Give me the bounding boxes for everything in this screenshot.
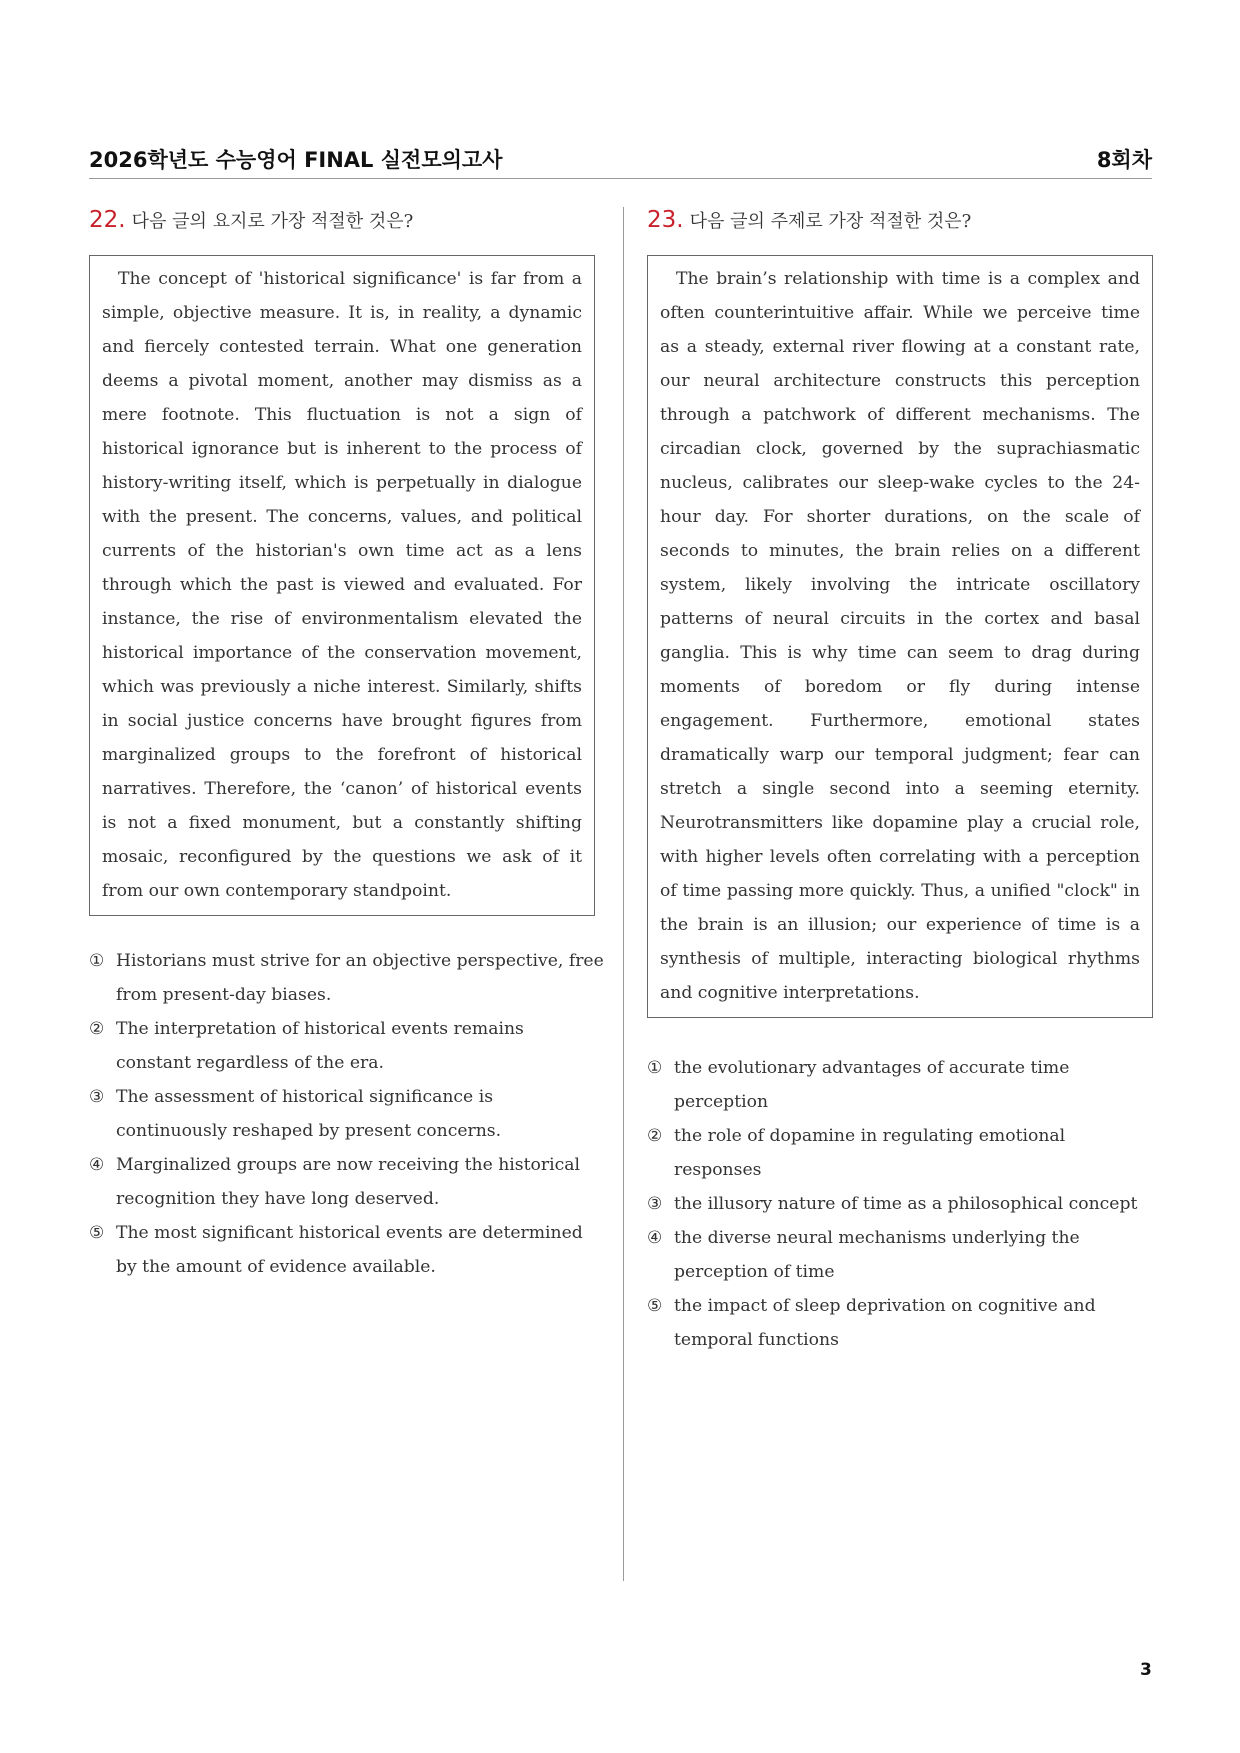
- question-header: [647, 203, 1157, 237]
- passage-box: The brain’s relationship with time is a complex and often counterintuitive affair. While we perceive time as a steady, external river flowing at a constant rate, our neural architecture constructs this perception through a patchwork of different mechanisms. The circadian clock, governed by the suprachiasmatic nucleus, calibrates our sleep-wake cycles to the 24-hour day. For shorter durations, on the scale of seconds to minutes, the brain relies on a different system, likely involving the intricate oscillatory patterns of neural circuits in the cortex and basal ganglia. This is why time can seem to drag during moments of boredom or fly during intense engagement. Furthermore, emotional states dramatically warp our temporal judgment; fear can stretch a single second into a seeming eternity. Neurotransmitters like dopamine play a crucial role, with higher levels often correlating with a perception of time passing more quickly. Thus, a unified "clock" in the brain is an illusion; our experience of time is a synthesis of multiple, interacting biological rhythms and cognitive interpretations.: [647, 255, 1153, 1018]
- choice-4[interactable]: [647, 1221, 1157, 1289]
- choice-text: the illusory nature of time as a philosophical concept: [674, 1194, 1138, 1214]
- choice-marker: ④: [647, 1228, 663, 1248]
- question-22: [89, 203, 604, 1284]
- choice-marker: ③: [647, 1194, 663, 1214]
- choice-text: the evolutionary advantages of accurate time perception: [674, 1058, 1070, 1112]
- choice-marker: ③: [89, 1087, 105, 1107]
- answer-choices: [647, 1051, 1157, 1357]
- choice-text: Historians must strive for an objective perspective, free from present-day biases.: [116, 951, 604, 1005]
- exam-title: 2026학년도 수능영어 FINAL 실전모의고사: [89, 148, 503, 172]
- question-prompt: 다음 글의 주제로 가장 적절한 것은?: [689, 211, 972, 232]
- choice-3[interactable]: [647, 1187, 1157, 1221]
- question-number: 22.: [89, 207, 126, 233]
- choice-text: The assessment of historical significance is continuously reshaped by present concerns.: [116, 1087, 502, 1141]
- choice-text: the impact of sleep deprivation on cognitive and temporal functions: [674, 1296, 1096, 1350]
- answer-choices: [89, 944, 604, 1284]
- choice-marker: ②: [89, 1019, 105, 1039]
- question-23: [647, 203, 1157, 1357]
- question-number: 23.: [647, 207, 684, 233]
- choice-1[interactable]: [647, 1051, 1157, 1119]
- column-divider: [623, 207, 624, 1581]
- choice-text: The interpretation of historical events remains constant regardless of the era.: [116, 1019, 524, 1073]
- choice-marker: ⑤: [89, 1223, 105, 1243]
- choice-1[interactable]: [89, 944, 604, 1012]
- choice-text: Marginalized groups are now receiving the historical recognition they have long deserved.: [116, 1155, 580, 1209]
- choice-5[interactable]: [647, 1289, 1157, 1357]
- choice-3[interactable]: [89, 1080, 604, 1148]
- choice-4[interactable]: [89, 1148, 604, 1216]
- question-prompt: 다음 글의 요지로 가장 적절한 것은?: [131, 211, 414, 232]
- choice-marker: ②: [647, 1126, 663, 1146]
- choice-marker: ①: [89, 951, 105, 971]
- choice-5[interactable]: [89, 1216, 604, 1284]
- exam-round: 8회차: [1096, 148, 1152, 172]
- choice-text: the diverse neural mechanisms underlying the perception of time: [674, 1228, 1080, 1282]
- page-number: 3: [1140, 1660, 1152, 1680]
- choice-marker: ⑤: [647, 1296, 663, 1316]
- choice-text: The most significant historical events are determined by the amount of evidence available.: [116, 1223, 583, 1277]
- passage-box: The concept of 'historical significance' is far from a simple, objective measure. It is, in reality, a dynamic and fiercely contested terrain. What one generation deems a pivotal moment, another may dismiss as a mere footnote. This fluctuation is not a sign of historical ignorance but is inherent to the process of history-writing itself, which is perpetually in dialogue with the present. The concerns, values, and political currents of the historian's own time act as a lens through which the past is viewed and evaluated. For instance, the rise of environmentalism elevated the historical importance of the conservation movement, which was previously a niche interest. Similarly, shifts in social justice concerns have brought figures from marginalized groups to the forefront of historical narratives. Therefore, the ‘canon’ of historical events is not a fixed monument, but a constantly shifting mosaic, reconfigured by the questions we ask of it from our own contemporary standpoint.: [89, 255, 595, 916]
- choice-marker: ④: [89, 1155, 105, 1175]
- choice-2[interactable]: [89, 1012, 604, 1080]
- choice-text: the role of dopamine in regulating emotional responses: [674, 1126, 1066, 1180]
- page-header: [89, 138, 1152, 179]
- question-header: [89, 203, 604, 237]
- choice-marker: ①: [647, 1058, 663, 1078]
- choice-2[interactable]: [647, 1119, 1157, 1187]
